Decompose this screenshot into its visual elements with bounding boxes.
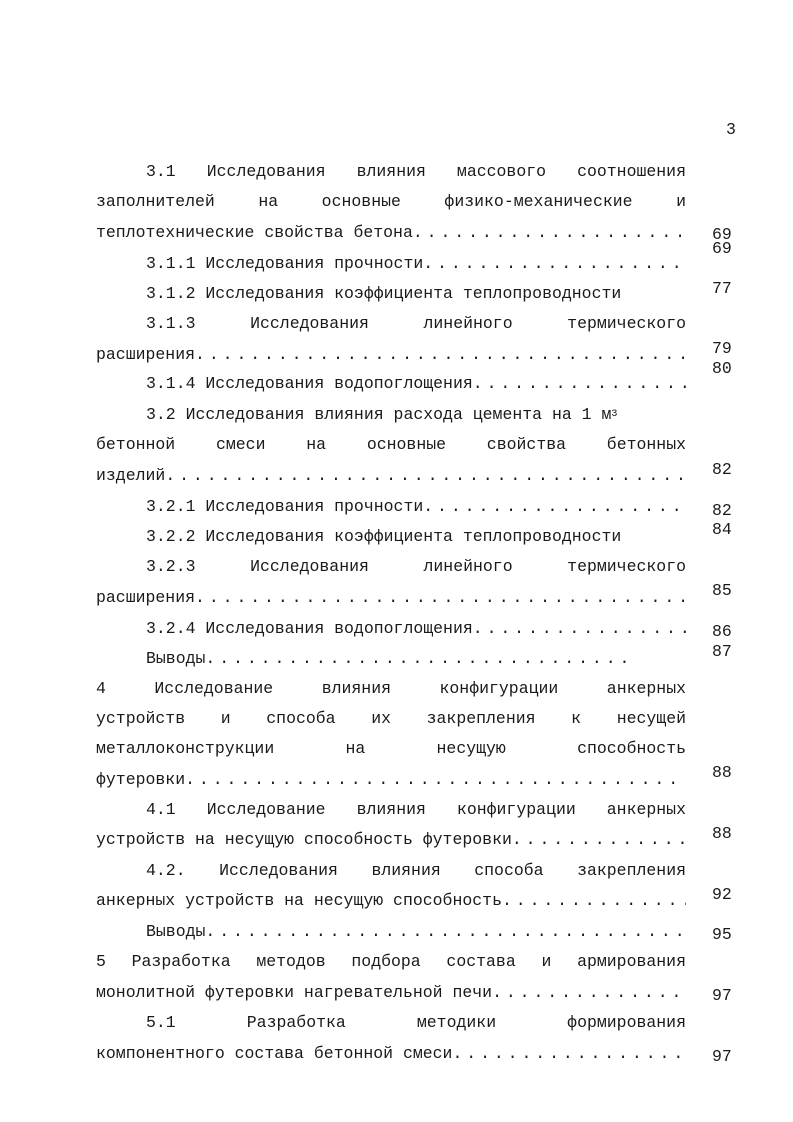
toc-page-number: 95 (712, 925, 732, 944)
toc-line-text: изделий (96, 466, 166, 485)
toc-line-text: 3.2.4 Исследования водопоглощения (146, 619, 473, 638)
leader-dots (413, 222, 686, 244)
toc-line: металлоконструкции на несущую способность (96, 739, 686, 758)
toc-line (146, 648, 636, 670)
toc-line (146, 618, 686, 640)
toc-line: 4.2. Исследования влияния способа закрепления (146, 861, 686, 880)
toc-line-text: 3.1.1 Исследования прочности (146, 254, 424, 273)
toc-page-number: 86 (712, 622, 732, 641)
toc-line (146, 253, 686, 275)
toc-line (146, 496, 686, 518)
toc-line-text: компонентного состава бетонной смеси (96, 1044, 453, 1063)
leader-dots (473, 618, 686, 640)
toc-line-text: Выводы (146, 649, 206, 668)
toc-page-number: 82 (712, 501, 732, 520)
toc-line: 4 Исследование влияния конфигурации анкерных (96, 679, 686, 698)
toc-line: 3.1.2 Исследования коэффициента теплопроводности (146, 284, 622, 303)
toc-line: бетонной смеси на основные свойства бетонных (96, 435, 686, 454)
toc-page-number: 69 (712, 239, 732, 258)
toc-line-text: расширения (96, 345, 196, 364)
toc-line: 3.1 Исследования влияния массового соотношения (146, 162, 686, 181)
toc-line: 5 Разработка методов подбора состава и армирования (96, 952, 686, 971)
toc-line: 3.2.3 Исследования линейного термического (146, 557, 686, 576)
toc-page-number: 69 (712, 225, 732, 244)
toc-line-text: Выводы (146, 922, 206, 941)
toc-line-text: расширения (96, 588, 196, 607)
toc-line (96, 982, 686, 1004)
toc-line (96, 769, 686, 791)
toc-line: 4.1 Исследование влияния конфигурации анкерных (146, 800, 686, 819)
leader-dots (502, 890, 686, 912)
leader-dots (473, 373, 686, 395)
toc-line (96, 1043, 686, 1065)
leader-dots (195, 587, 686, 609)
toc-page-number: 88 (712, 763, 732, 782)
leader-dots (512, 829, 686, 851)
leader-dots (195, 344, 686, 366)
toc-line (96, 222, 686, 244)
toc-line: устройств и способа их закрепления к несущей (96, 709, 686, 728)
toc-page-number: 85 (712, 581, 732, 600)
toc-page-number: 88 (712, 824, 732, 843)
toc-page-number: 82 (712, 460, 732, 479)
toc-line-text: анкерных устройств на несущую способность (96, 891, 502, 910)
toc-line (96, 829, 686, 851)
leader-dots (165, 465, 686, 487)
toc-line-text: футеровки (96, 770, 186, 789)
toc-line: 3.1.3 Исследования линейного термического (146, 314, 686, 333)
toc-line-text: 3.1.4 Исследования водопоглощения (146, 374, 473, 393)
toc-line (146, 921, 686, 943)
toc-line: 3.2.2 Исследования коэффициента теплопроводности (146, 527, 622, 546)
toc-line (96, 465, 686, 487)
toc-line (96, 587, 686, 609)
toc-line (146, 373, 686, 395)
toc-page-number: 77 (712, 279, 732, 298)
toc-line (96, 344, 686, 366)
leader-dots (423, 253, 686, 275)
superscript: 3 (611, 409, 618, 420)
leader-dots (452, 1043, 686, 1065)
toc-line (146, 404, 686, 426)
toc-page-number: 79 (712, 339, 732, 358)
leader-dots (205, 921, 686, 943)
leader-dots (423, 496, 686, 518)
page-number: 3 (726, 120, 736, 139)
toc-line: заполнителей на основные физико-механические и (96, 192, 686, 211)
leader-dots (205, 648, 636, 670)
toc-line-text: теплотехнические свойства бетона (96, 223, 413, 242)
toc-line: 5.1 Разработка методики формирования (146, 1013, 686, 1032)
leader-dots (492, 982, 686, 1004)
toc-line-text: устройств на несущую способность футеровки (96, 830, 512, 849)
toc-page-number: 97 (712, 986, 732, 1005)
toc-page-number: 97 (712, 1047, 732, 1066)
toc-line-text: 3.2.1 Исследования прочности (146, 497, 424, 516)
toc-page-number: 80 (712, 359, 732, 378)
toc-page-number: 92 (712, 885, 732, 904)
toc-line-text: монолитной футеровки нагревательной печи (96, 983, 493, 1002)
leader-dots (185, 769, 686, 791)
toc-line-text: 3.2 Исследования влияния расхода цемента на 1 м (146, 405, 612, 424)
toc-page-number: 84 (712, 520, 732, 539)
toc-line (96, 890, 686, 912)
toc-page-number: 87 (712, 642, 732, 661)
